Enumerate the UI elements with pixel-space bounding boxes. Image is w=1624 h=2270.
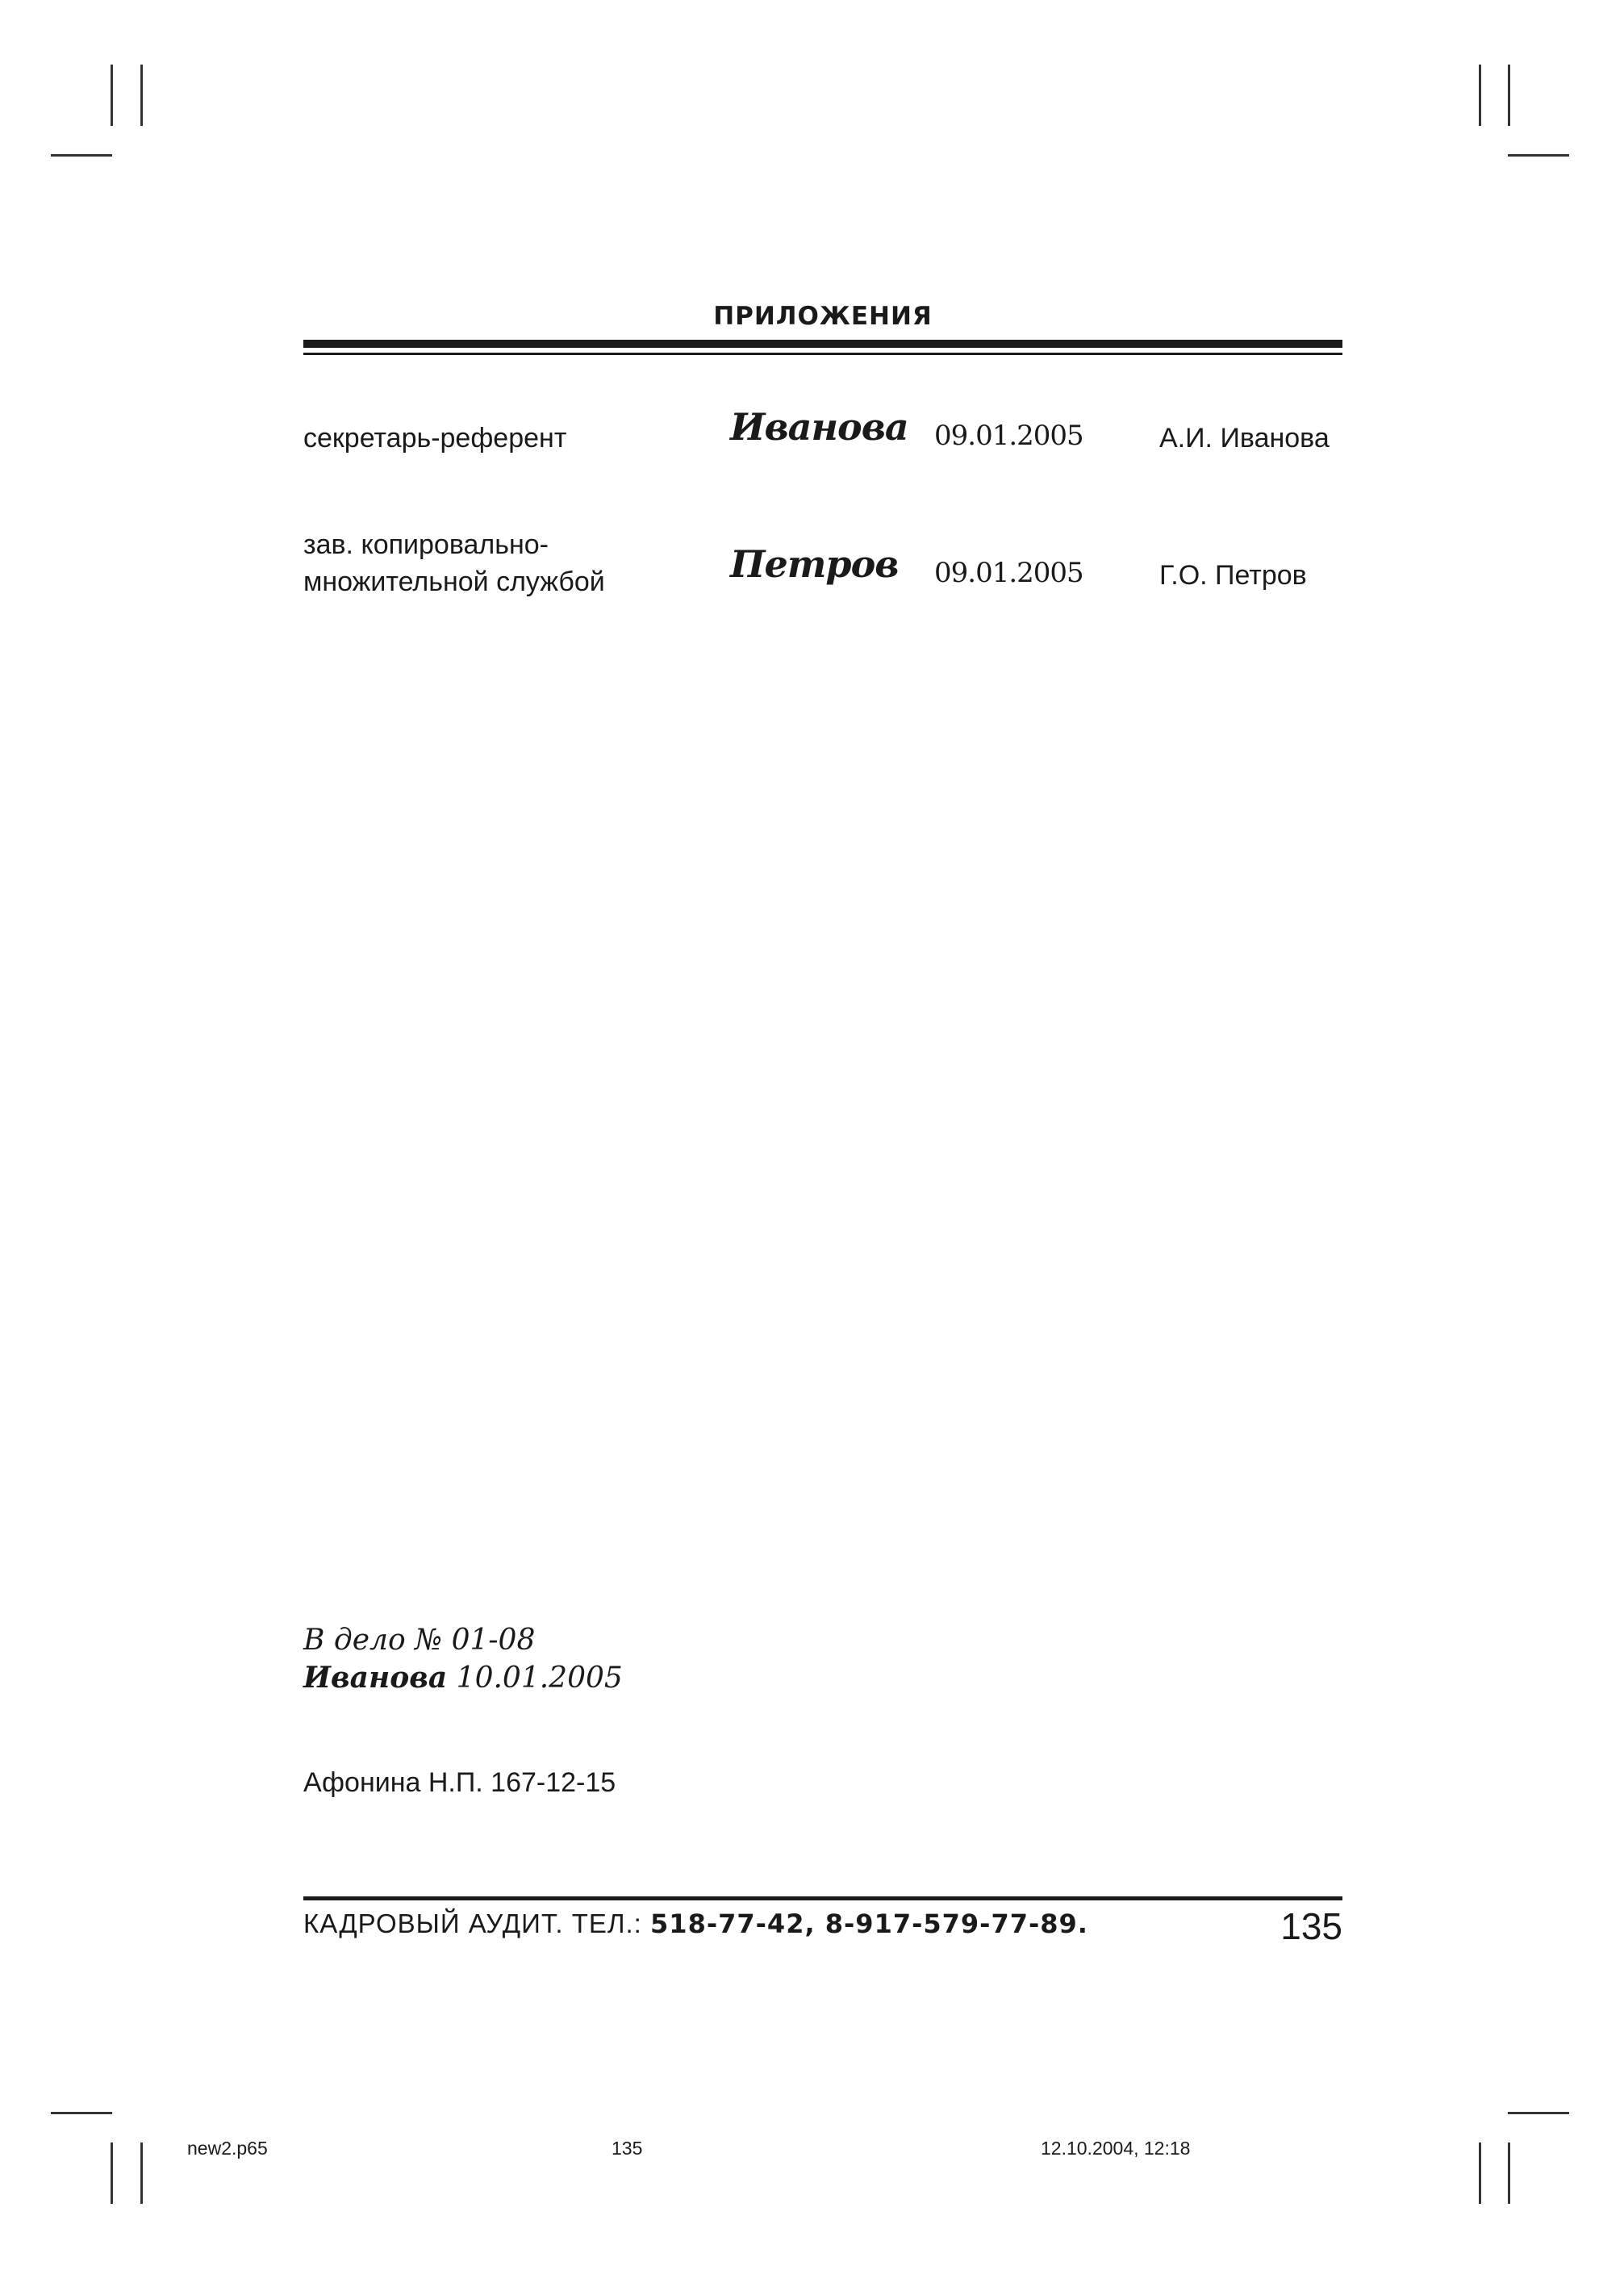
crop-mark: [1508, 65, 1510, 126]
executor-contact: Афонина Н.П. 167-12-15: [303, 1767, 616, 1798]
crop-mark: [1508, 2142, 1510, 2204]
position-line: зав. копировально-: [303, 529, 549, 560]
filing-signature: Иванова: [303, 1661, 448, 1695]
crop-mark: [111, 65, 113, 126]
page-number: 135: [1280, 1905, 1342, 1947]
crop-mark: [140, 2142, 143, 2204]
approver-name: А.И. Иванова: [1159, 423, 1330, 454]
header-rule-thin: [303, 353, 1342, 355]
handwritten-signature: Иванова: [730, 405, 908, 449]
handwritten-date: 09.01.2005: [934, 420, 1083, 452]
slug-page: 135: [612, 2138, 643, 2159]
footer-contact: [303, 1908, 1088, 1939]
filing-date: 10.01.2005: [456, 1662, 623, 1695]
footer-phones: 518-77-42, 8-917-579-77-89.: [650, 1908, 1088, 1939]
approval-position: [303, 526, 605, 600]
filing-note-line: В дело № 01-08: [303, 1624, 536, 1657]
slug-timestamp: 12.10.2004, 12:18: [1041, 2138, 1191, 2159]
slug-filename: new2.p65: [187, 2138, 268, 2159]
handwritten-date: 09.01.2005: [934, 557, 1083, 589]
approver-name: Г.О. Петров: [1159, 560, 1307, 591]
position-line: множительной службой: [303, 566, 605, 597]
crop-mark: [51, 2112, 112, 2114]
crop-mark: [1508, 154, 1569, 157]
footer-rule: [303, 1896, 1342, 1900]
crop-mark: [1508, 2112, 1569, 2114]
crop-mark: [111, 2142, 113, 2204]
approval-position: [303, 420, 566, 457]
crop-mark: [51, 154, 112, 157]
header-rule-thick: [303, 340, 1342, 348]
page-header-title: ПРИЛОЖЕНИЯ: [713, 302, 933, 331]
crop-mark: [1479, 2142, 1481, 2204]
handwritten-signature: Петров: [730, 542, 899, 586]
footer-prefix: КАДРОВЫЙ АУДИТ. ТЕЛ.:: [303, 1908, 642, 1938]
crop-mark: [1479, 65, 1481, 126]
position-line: секретарь-референт: [303, 423, 567, 454]
filing-note-signature-line: [303, 1659, 623, 1697]
filing-note: [303, 1622, 623, 1697]
crop-mark: [140, 65, 143, 126]
